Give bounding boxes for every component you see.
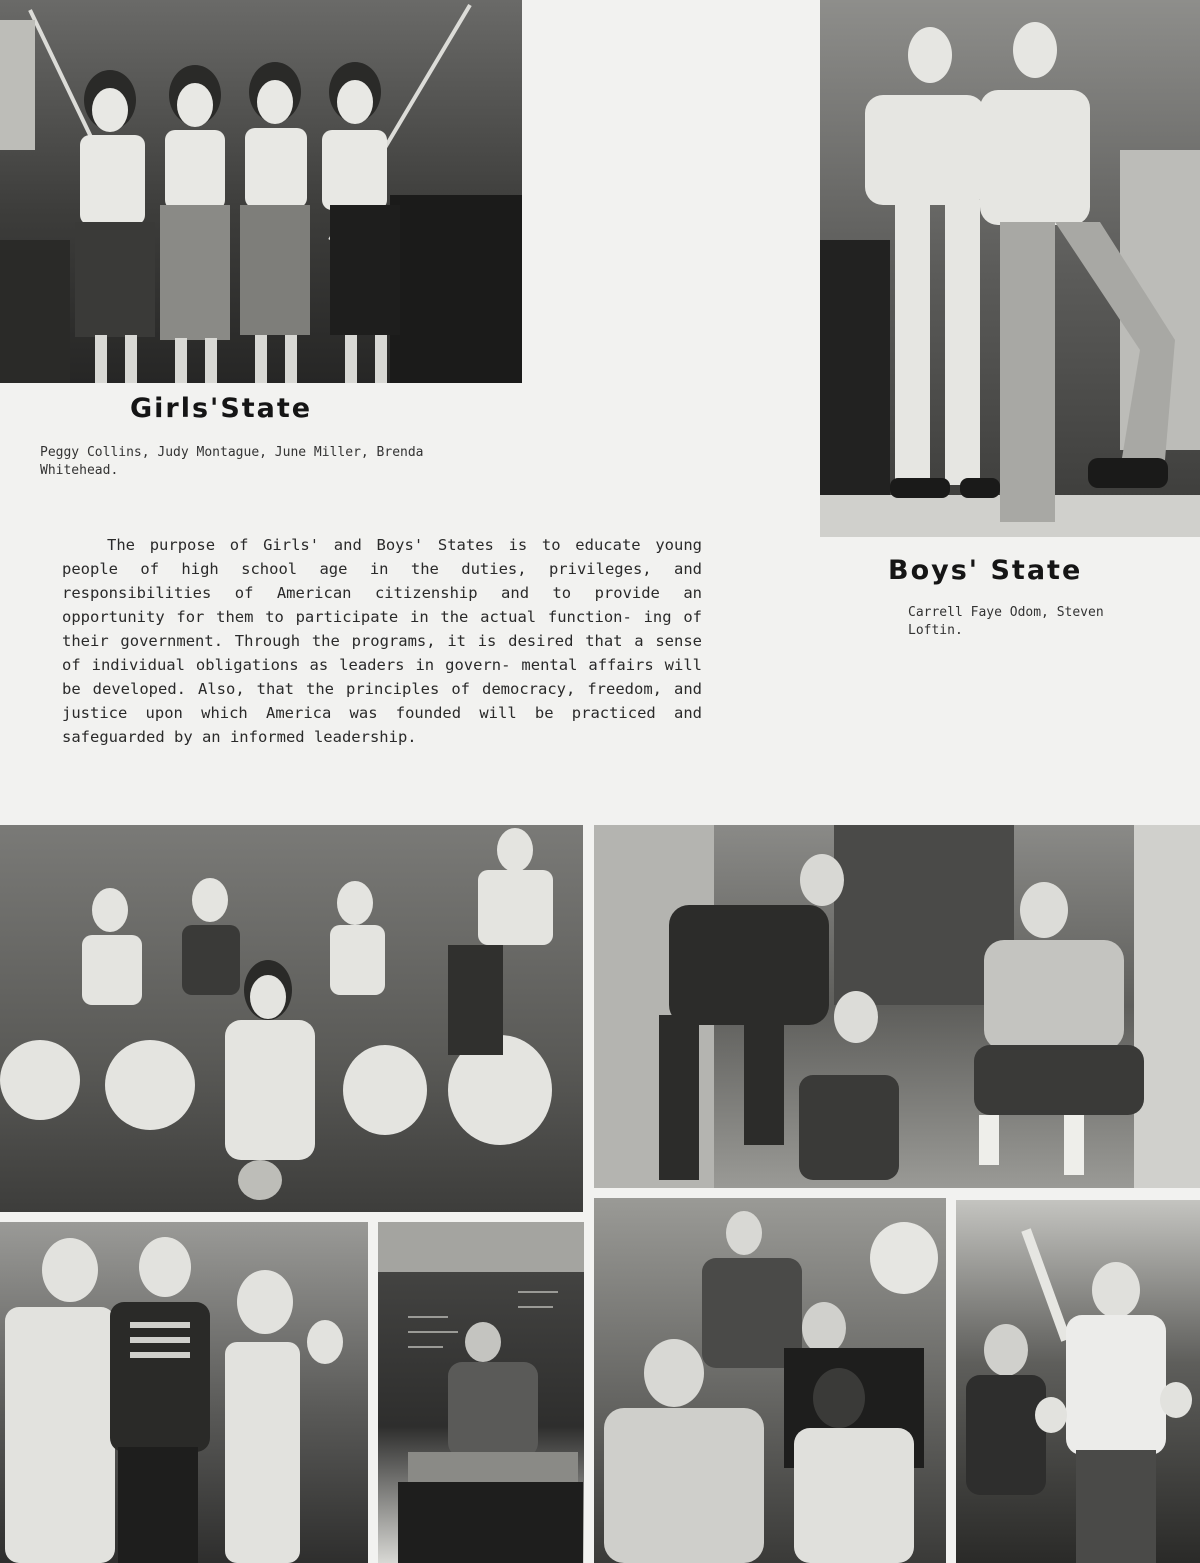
kids-on-lawn-photo (0, 825, 583, 1212)
chalkboard-photo (378, 1222, 584, 1563)
classroom-photo (594, 1198, 946, 1563)
girls-state-caption: Peggy Collins, Judy Montague, June Miller, Brenda Whitehead. (40, 445, 424, 478)
boys-state-heading: Boys' State (888, 555, 1083, 586)
boys-state-photo (820, 0, 1200, 537)
girls-state-heading: Girls'State (130, 393, 313, 424)
celebration-photo (956, 1200, 1200, 1563)
children-costumes-photo (0, 1222, 368, 1563)
boys-state-caption: Carrell Faye Odom, Steven Loftin. (908, 605, 1104, 638)
porch-steps-photo (594, 825, 1200, 1188)
girls-state-photo (0, 0, 522, 383)
purpose-paragraph: The purpose of Girls' and Boys' States is to educate young people of high school age in the duties, privileges, and responsibilities of American citizenship and to provide an opportunity for them to participate in the actual function- ing of their government. Through the programs, it is desired that a sense of individual obligations as leaders in govern- mental affairs will be developed. Also, that the principles of democracy, freedom, and justice upon which America was founded will be practiced and safeguarded by an informed leadership. (62, 536, 702, 746)
